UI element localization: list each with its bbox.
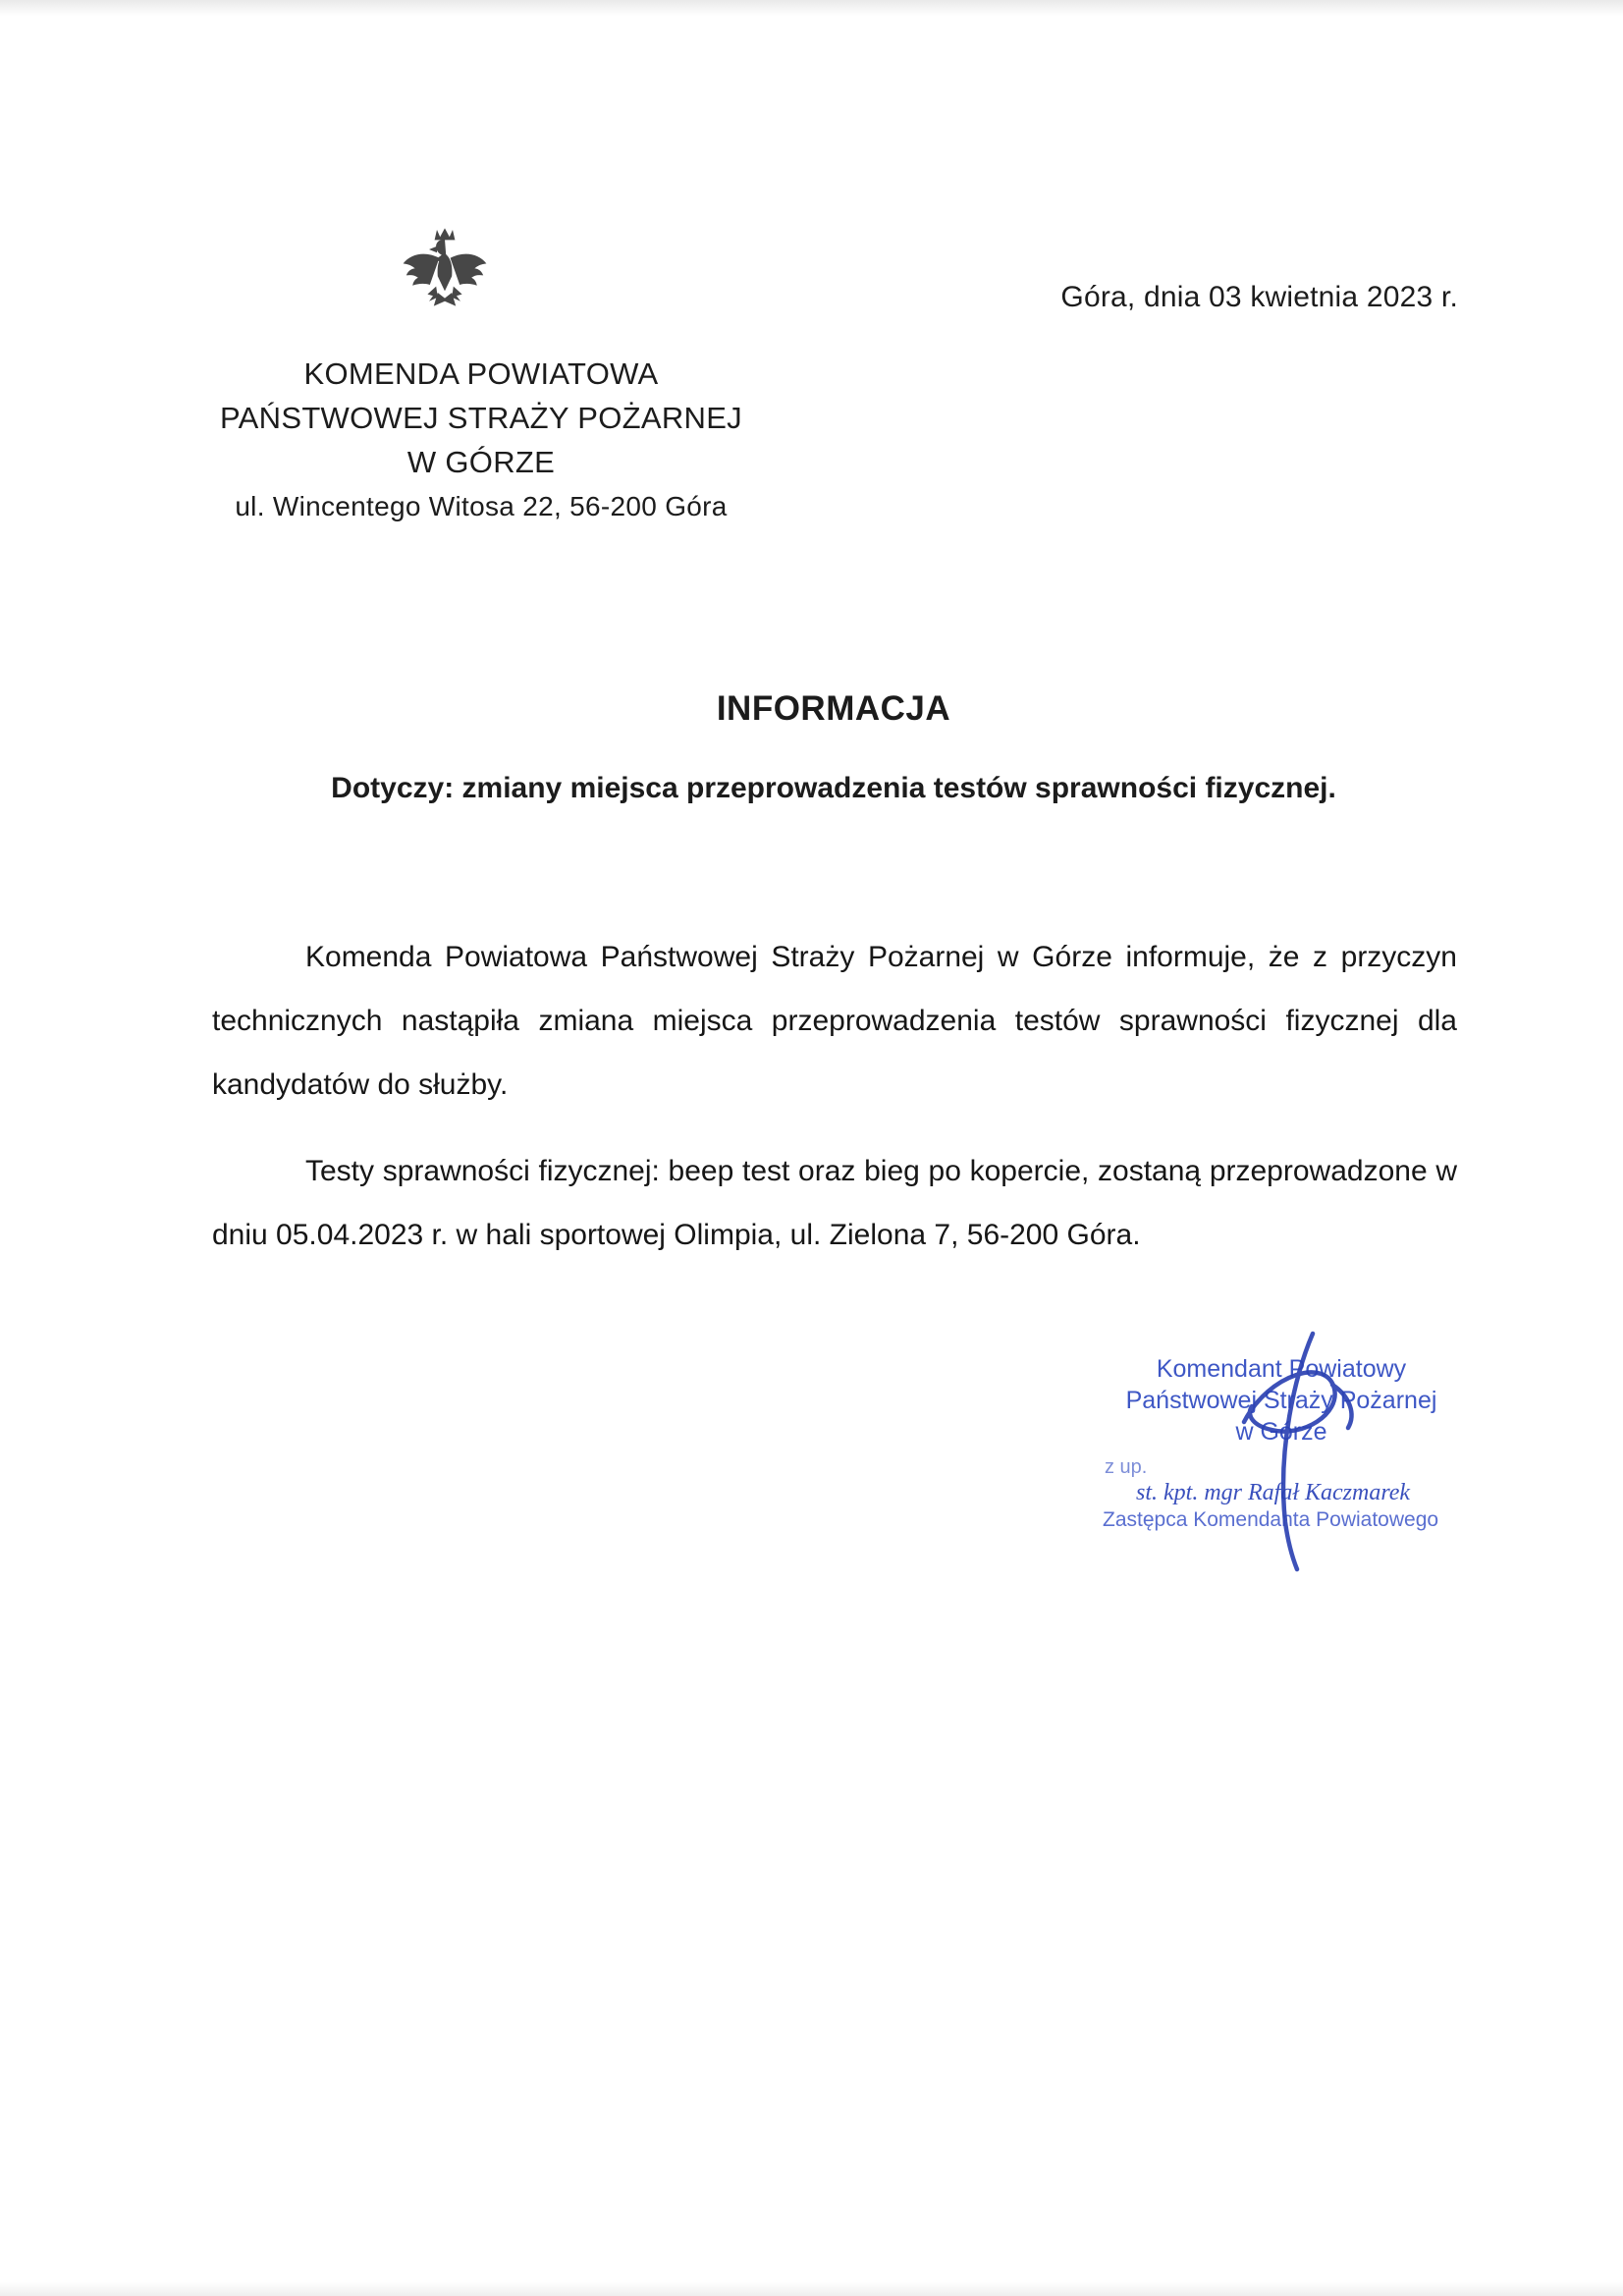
document-subject: Dotyczy: zmiany miejsca przeprowadzenia testów sprawności fizycznej. — [331, 772, 1336, 804]
body-paragraph-1: Komenda Powiatowa Państwowej Straży Pożarnej w Górze informuje, że z przyczyn technicznych nastąpiła zmiana miejsca przeprowadzenia testów sprawności fizycznej dla kandydatów do służby. — [212, 941, 1457, 1101]
stamp-authorization: z up. — [1105, 1456, 1148, 1478]
document-title: INFORMACJA — [716, 689, 951, 728]
letterhead-org-line1: KOMENDA POWIATOWA — [303, 356, 659, 391]
letterhead-address: ul. Wincentego Witosa 22, 56-200 Góra — [235, 491, 728, 521]
scan-artifact-bottom — [0, 2282, 1623, 2296]
letterhead-org-line3: W GÓRZE — [406, 445, 556, 479]
stamp-title-line3: w Górze — [1235, 1418, 1327, 1446]
body-paragraph-2: Testy sprawności fizycznej: beep test oraz bieg po kopercie, zostaną przeprowadzone w dniu 05.04.2023 r. w hali sportowej Olimpia, ul. Zielona 7, 56-200 Góra. — [212, 1155, 1457, 1251]
stamp-signer-title: Zastępca Komendanta Powiatowego — [1103, 1508, 1439, 1531]
scan-artifact-top — [0, 0, 1623, 16]
stamp-title-line2: Państwowej Straży Pożarnej — [1125, 1387, 1437, 1414]
stamp-title-line1: Komendant Powiatowy — [1156, 1355, 1407, 1383]
stamp-signer-name: st. kpt. mgr Rafał Kaczmarek — [1136, 1480, 1411, 1505]
document-date: Góra, dnia 03 kwietnia 2023 r. — [1060, 281, 1458, 313]
polish-eagle-emblem-icon — [398, 222, 492, 316]
official-stamp — [1075, 1353, 1488, 1534]
letterhead — [147, 352, 815, 528]
letterhead-org-line2: PAŃSTWOWEJ STRAŻY POŻARNEJ — [220, 401, 742, 435]
